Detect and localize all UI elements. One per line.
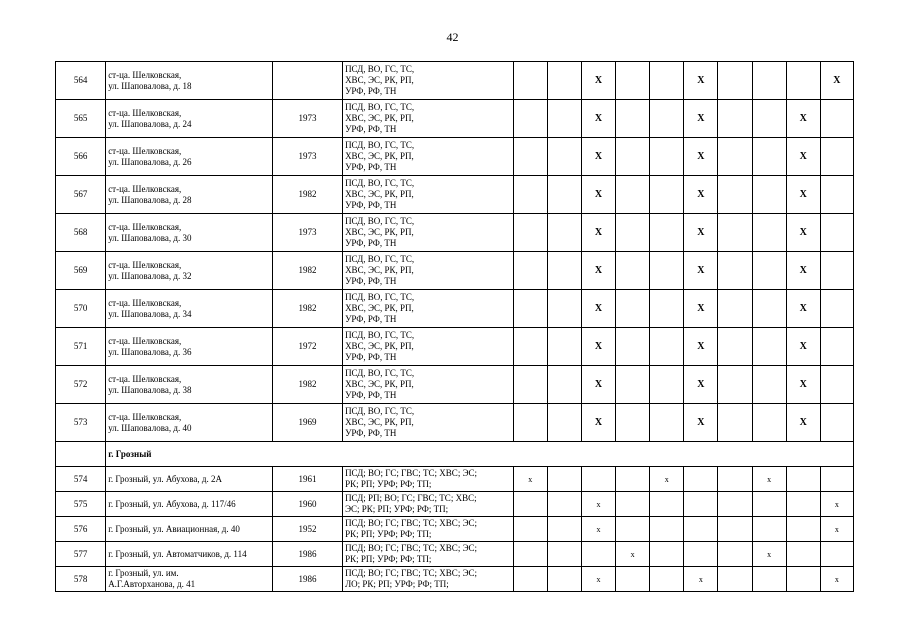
mark-cell [820, 542, 853, 567]
table-row [56, 517, 854, 542]
mark-cell: x [820, 567, 853, 592]
mark-cell [547, 62, 581, 100]
mark-cell: X [786, 138, 820, 176]
mark-cell [752, 517, 786, 542]
mark-cell [752, 214, 786, 252]
mark-cell [718, 467, 752, 492]
mark-cell [718, 100, 752, 138]
mark-cell [718, 214, 752, 252]
mark-cell [650, 404, 684, 442]
mark-cell [547, 252, 581, 290]
table-row [56, 138, 854, 176]
mark-cell [650, 176, 684, 214]
table-row [56, 100, 854, 138]
mark-cell [616, 517, 650, 542]
mark-cell: X [684, 138, 718, 176]
mark-cell: x [752, 467, 786, 492]
mark-cell: X [581, 328, 615, 366]
table-row [56, 176, 854, 214]
row-number: 570 [56, 290, 106, 328]
mark-cell [718, 567, 752, 592]
row-works: ПСД, ВО, ГС, ТС, ХВС, ЭС, РК, РП, УРФ, РФ, ТН [343, 290, 514, 328]
mark-cell: X [581, 100, 615, 138]
mark-cell: X [581, 252, 615, 290]
mark-cell: x [581, 567, 615, 592]
row-address: ст-ца. Шелковская, ул. Шаповалова, д. 24 [106, 100, 273, 138]
mark-cell [616, 214, 650, 252]
row-address: ст-ца. Шелковская, ул. Шаповалова, д. 30 [106, 214, 273, 252]
mark-cell [581, 467, 615, 492]
mark-cell: X [581, 138, 615, 176]
table-row [56, 366, 854, 404]
row-works: ПСД, ВО, ГС, ТС, ХВС, ЭС, РК, РП, УРФ, РФ, ТН [343, 214, 514, 252]
mark-cell [616, 492, 650, 517]
table-row [56, 404, 854, 442]
row-address: г. Грозный, ул. Абухова, д. 2А [106, 467, 273, 492]
mark-cell [616, 290, 650, 328]
mark-cell [718, 366, 752, 404]
mark-cell [616, 366, 650, 404]
mark-cell [718, 252, 752, 290]
mark-cell: X [684, 100, 718, 138]
mark-cell: X [786, 366, 820, 404]
mark-cell [650, 517, 684, 542]
row-year: 1986 [272, 542, 342, 567]
mark-cell [650, 100, 684, 138]
mark-cell: X [684, 62, 718, 100]
row-works: ПСД, ВО, ГС, ТС, ХВС, ЭС, РК, РП, УРФ, РФ, ТН [343, 176, 514, 214]
mark-cell [547, 366, 581, 404]
row-year: 1982 [272, 176, 342, 214]
mark-cell [752, 567, 786, 592]
mark-cell [650, 138, 684, 176]
mark-cell [616, 404, 650, 442]
row-year: 1982 [272, 366, 342, 404]
row-number: 572 [56, 366, 106, 404]
table-row [56, 328, 854, 366]
mark-cell [650, 492, 684, 517]
row-year: 1972 [272, 328, 342, 366]
row-works: ПСД, ВО, ГС, ТС, ХВС, ЭС, РК, РП, УРФ, РФ, ТН [343, 366, 514, 404]
mark-cell [684, 492, 718, 517]
row-address: ст-ца. Шелковская, ул. Шаповалова, д. 38 [106, 366, 273, 404]
mark-cell [752, 176, 786, 214]
mark-cell: x [820, 517, 853, 542]
mark-cell: x [752, 542, 786, 567]
mark-cell: x [820, 492, 853, 517]
row-number: 569 [56, 252, 106, 290]
mark-cell [718, 517, 752, 542]
mark-cell: x [581, 517, 615, 542]
mark-cell [752, 290, 786, 328]
mark-cell [513, 567, 547, 592]
mark-cell [650, 328, 684, 366]
mark-cell: X [684, 176, 718, 214]
row-year: 1960 [272, 492, 342, 517]
mark-cell: x [684, 567, 718, 592]
table-row [56, 62, 854, 100]
mark-cell [718, 62, 752, 100]
mark-cell [786, 62, 820, 100]
row-number: 571 [56, 328, 106, 366]
mark-cell [616, 62, 650, 100]
row-year: 1969 [272, 404, 342, 442]
mark-cell [718, 138, 752, 176]
mark-cell [820, 467, 853, 492]
row-number: 566 [56, 138, 106, 176]
mark-cell [820, 100, 853, 138]
mark-cell [650, 542, 684, 567]
mark-cell: X [684, 404, 718, 442]
mark-cell [616, 467, 650, 492]
mark-cell: X [581, 62, 615, 100]
mark-cell: X [786, 328, 820, 366]
row-address: ст-ца. Шелковская, ул. Шаповалова, д. 28 [106, 176, 273, 214]
row-works: ПСД, ВО, ГС, ТС, ХВС, ЭС, РК, РП, УРФ, РФ, ТН [343, 100, 514, 138]
mark-cell [513, 366, 547, 404]
mark-cell [650, 290, 684, 328]
mark-cell [650, 252, 684, 290]
mark-cell [752, 328, 786, 366]
mark-cell [513, 252, 547, 290]
mark-cell [513, 404, 547, 442]
mark-cell [513, 214, 547, 252]
mark-cell: x [616, 542, 650, 567]
section-row [56, 442, 854, 467]
mark-cell [752, 366, 786, 404]
mark-cell: X [786, 252, 820, 290]
row-number: 577 [56, 542, 106, 567]
mark-cell: X [581, 290, 615, 328]
section-spacer [56, 442, 106, 467]
mark-cell [513, 100, 547, 138]
table-row [56, 467, 854, 492]
row-works: ПСД, ВО, ГС, ТС, ХВС, ЭС, РК, РП, УРФ, РФ, ТН [343, 328, 514, 366]
mark-cell [616, 252, 650, 290]
mark-cell [513, 517, 547, 542]
mark-cell [820, 366, 853, 404]
mark-cell [513, 290, 547, 328]
mark-cell [820, 214, 853, 252]
mark-cell [650, 214, 684, 252]
row-address: г. Грозный, ул. Авиационная, д. 40 [106, 517, 273, 542]
table-row [56, 492, 854, 517]
row-number: 564 [56, 62, 106, 100]
mark-cell [718, 542, 752, 567]
mark-cell: X [581, 404, 615, 442]
mark-cell [786, 517, 820, 542]
mark-cell [718, 492, 752, 517]
mark-cell [752, 138, 786, 176]
mark-cell [718, 328, 752, 366]
mark-cell [513, 62, 547, 100]
mark-cell [513, 328, 547, 366]
row-address: ст-ца. Шелковская, ул. Шаповалова, д. 40 [106, 404, 273, 442]
housing-register-table [55, 61, 854, 592]
mark-cell [650, 366, 684, 404]
mark-cell [718, 176, 752, 214]
row-works: ПСД; ВО; ГС; ГВС; ТС; ХВС; ЭС; РК; РП; УРФ; РФ; ТП; [343, 542, 514, 567]
mark-cell [718, 290, 752, 328]
table-row [56, 252, 854, 290]
table-row [56, 567, 854, 592]
row-number: 573 [56, 404, 106, 442]
row-address: г. Грозный, ул. им. А.Г.Авторханова, д. 41 [106, 567, 273, 592]
mark-cell: X [820, 62, 853, 100]
row-number: 567 [56, 176, 106, 214]
mark-cell [786, 492, 820, 517]
row-address: г. Грозный, ул. Автоматчиков, д. 114 [106, 542, 273, 567]
mark-cell [616, 176, 650, 214]
mark-cell [547, 467, 581, 492]
mark-cell [820, 138, 853, 176]
mark-cell [547, 542, 581, 567]
mark-cell: X [684, 290, 718, 328]
mark-cell: X [581, 214, 615, 252]
row-address: ст-ца. Шелковская, ул. Шаповалова, д. 32 [106, 252, 273, 290]
mark-cell [718, 404, 752, 442]
mark-cell: X [684, 214, 718, 252]
table-row [56, 214, 854, 252]
row-year: 1982 [272, 290, 342, 328]
mark-cell [820, 252, 853, 290]
mark-cell [820, 404, 853, 442]
row-year: 1973 [272, 214, 342, 252]
mark-cell [752, 404, 786, 442]
mark-cell [786, 567, 820, 592]
mark-cell: X [786, 176, 820, 214]
mark-cell: x [581, 492, 615, 517]
mark-cell [547, 567, 581, 592]
mark-cell [547, 517, 581, 542]
mark-cell [547, 492, 581, 517]
mark-cell [513, 176, 547, 214]
row-works: ПСД, ВО, ГС, ТС, ХВС, ЭС, РК, РП, УРФ, РФ, ТН [343, 252, 514, 290]
mark-cell: X [581, 366, 615, 404]
table-row [56, 290, 854, 328]
row-address: ст-ца. Шелковская, ул. Шаповалова, д. 18 [106, 62, 273, 100]
mark-cell [581, 542, 615, 567]
row-address: г. Грозный, ул. Абухова, д. 117/46 [106, 492, 273, 517]
row-number: 565 [56, 100, 106, 138]
mark-cell [616, 567, 650, 592]
row-number: 578 [56, 567, 106, 592]
mark-cell: X [684, 252, 718, 290]
row-year: 1952 [272, 517, 342, 542]
mark-cell [547, 404, 581, 442]
row-works: ПСД, ВО, ГС, ТС, ХВС, ЭС, РК, РП, УРФ, РФ, ТН [343, 138, 514, 176]
row-year: 1986 [272, 567, 342, 592]
mark-cell: x [650, 467, 684, 492]
mark-cell [547, 138, 581, 176]
mark-cell: X [786, 290, 820, 328]
table-row [56, 542, 854, 567]
mark-cell [786, 542, 820, 567]
mark-cell [547, 328, 581, 366]
mark-cell [684, 467, 718, 492]
mark-cell [752, 252, 786, 290]
row-year [272, 62, 342, 100]
row-works: ПСД, ВО, ГС, ТС, ХВС, ЭС, РК, РП, УРФ, РФ, ТН [343, 404, 514, 442]
mark-cell [513, 492, 547, 517]
mark-cell [650, 567, 684, 592]
mark-cell [513, 542, 547, 567]
row-works: ПСД; ВО; ГС; ГВС; ТС; ХВС; ЭС; РК; РП; УРФ; РФ; ТП; [343, 517, 514, 542]
mark-cell [684, 542, 718, 567]
row-year: 1961 [272, 467, 342, 492]
mark-cell [786, 467, 820, 492]
row-number: 574 [56, 467, 106, 492]
mark-cell [547, 176, 581, 214]
row-works: ПСД; ВО; ГС; ГВС; ТС; ХВС; ЭС; РК; РП; УРФ; РФ; ТП; [343, 467, 514, 492]
mark-cell: X [786, 214, 820, 252]
mark-cell [752, 100, 786, 138]
row-works: ПСД; ВО; ГС; ГВС; ТС; ХВС; ЭС; ЛО; РК; РП; УРФ; РФ; ТП; [343, 567, 514, 592]
mark-cell [547, 214, 581, 252]
row-works: ПСД; РП; ВО; ГС; ГВС; ТС; ХВС; ЭС; РК; РП; УРФ; РФ; ТП; [343, 492, 514, 517]
mark-cell: X [684, 366, 718, 404]
row-year: 1982 [272, 252, 342, 290]
mark-cell [547, 100, 581, 138]
row-number: 576 [56, 517, 106, 542]
mark-cell: X [581, 176, 615, 214]
mark-cell: X [786, 404, 820, 442]
row-works: ПСД, ВО, ГС, ТС, ХВС, ЭС, РК, РП, УРФ, РФ, ТН [343, 62, 514, 100]
row-address: ст-ца. Шелковская, ул. Шаповалова, д. 34 [106, 290, 273, 328]
page-number: 42 [446, 30, 459, 44]
mark-cell [513, 138, 547, 176]
mark-cell [616, 100, 650, 138]
mark-cell [616, 138, 650, 176]
row-address: ст-ца. Шелковская, ул. Шаповалова, д. 36 [106, 328, 273, 366]
mark-cell [616, 328, 650, 366]
row-year: 1973 [272, 100, 342, 138]
mark-cell [820, 328, 853, 366]
mark-cell [547, 290, 581, 328]
mark-cell [820, 176, 853, 214]
mark-cell: x [513, 467, 547, 492]
row-number: 568 [56, 214, 106, 252]
row-number: 575 [56, 492, 106, 517]
mark-cell [820, 290, 853, 328]
row-year: 1973 [272, 138, 342, 176]
mark-cell: X [684, 328, 718, 366]
mark-cell: X [786, 100, 820, 138]
row-address: ст-ца. Шелковская, ул. Шаповалова, д. 26 [106, 138, 273, 176]
mark-cell [650, 62, 684, 100]
section-title: г. Грозный [106, 442, 854, 467]
mark-cell [684, 517, 718, 542]
mark-cell [752, 62, 786, 100]
mark-cell [752, 492, 786, 517]
